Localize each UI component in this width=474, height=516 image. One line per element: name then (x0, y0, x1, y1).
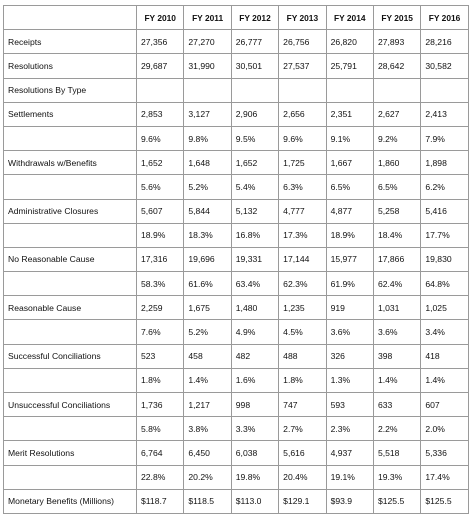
table-cell: 4,877 (326, 199, 373, 223)
table-cell: 26,820 (326, 30, 373, 54)
table-cell: 2,413 (421, 102, 468, 126)
table-cell: 9.6% (137, 126, 184, 150)
table-cell: 482 (231, 344, 278, 368)
table-cell: 62.3% (279, 272, 326, 296)
table-cell: 1.3% (326, 368, 373, 392)
table-cell: 3.6% (373, 320, 420, 344)
table-cell: 17,316 (137, 247, 184, 271)
table-cell: 4.5% (279, 320, 326, 344)
table-cell: 3.8% (184, 417, 231, 441)
header-cell-year: FY 2011 (184, 6, 231, 30)
table-row (4, 102, 469, 126)
table-cell: 5,518 (373, 441, 420, 465)
table-cell: 593 (326, 393, 373, 417)
table-cell: 2,853 (137, 102, 184, 126)
table-cell: 2,259 (137, 296, 184, 320)
table-cell: 19.8% (231, 465, 278, 489)
row-label: No Reasonable Cause (4, 247, 137, 271)
table-cell: 20.2% (184, 465, 231, 489)
table-cell: 18.9% (326, 223, 373, 247)
table-cell: 1,031 (373, 296, 420, 320)
table-cell: 919 (326, 296, 373, 320)
table-cell: 6.5% (373, 175, 420, 199)
table-cell: 19.1% (326, 465, 373, 489)
table-row (4, 151, 469, 175)
table-cell: 1.4% (184, 368, 231, 392)
table-cell: 9.8% (184, 126, 231, 150)
table-cell: 27,270 (184, 30, 231, 54)
table-row (4, 54, 469, 78)
table-cell: 2.3% (326, 417, 373, 441)
table-cell: 61.6% (184, 272, 231, 296)
table-row (4, 296, 469, 320)
table-cell: 25,791 (326, 54, 373, 78)
table-cell: 1,217 (184, 393, 231, 417)
table-cell: 3,127 (184, 102, 231, 126)
header-cell-year: FY 2012 (231, 6, 278, 30)
table-cell: 5,336 (421, 441, 468, 465)
table-cell: 18.3% (184, 223, 231, 247)
table-cell: 6,764 (137, 441, 184, 465)
table-cell: 4,937 (326, 441, 373, 465)
table-cell: 9.2% (373, 126, 420, 150)
table-cell: 9.1% (326, 126, 373, 150)
table-cell: 15,977 (326, 247, 373, 271)
table-cell: 16.8% (231, 223, 278, 247)
table-cell: 7.6% (137, 320, 184, 344)
table-cell: 1.8% (137, 368, 184, 392)
row-label: Unsuccessful Conciliations (4, 393, 137, 417)
table-cell: 1,675 (184, 296, 231, 320)
table-cell: 19,331 (231, 247, 278, 271)
table-cell: $125.5 (421, 489, 468, 513)
table-cell: 18.4% (373, 223, 420, 247)
table-cell: 9.5% (231, 126, 278, 150)
table-cell: 1,736 (137, 393, 184, 417)
table-row (4, 247, 469, 271)
table-cell: 6.2% (421, 175, 468, 199)
table-cell (184, 78, 231, 102)
table-cell (421, 78, 468, 102)
table-cell: 1,235 (279, 296, 326, 320)
table-cell: 18.9% (137, 223, 184, 247)
table-cell: 26,756 (279, 30, 326, 54)
table-cell (373, 78, 420, 102)
table-cell: 62.4% (373, 272, 420, 296)
table-cell: 5.2% (184, 175, 231, 199)
table-cell: 7.9% (421, 126, 468, 150)
table-cell: 6,450 (184, 441, 231, 465)
table-cell: 1.4% (421, 368, 468, 392)
table-cell: 1,860 (373, 151, 420, 175)
table-row (4, 126, 469, 150)
table-cell: 19,830 (421, 247, 468, 271)
table-cell: 398 (373, 344, 420, 368)
table-row (4, 441, 469, 465)
table-cell: 326 (326, 344, 373, 368)
table-cell: 28,642 (373, 54, 420, 78)
table-cell: 2.7% (279, 417, 326, 441)
table-body (4, 30, 469, 514)
table-row (4, 393, 469, 417)
table-cell: 20.4% (279, 465, 326, 489)
row-label: Withdrawals w/Benefits (4, 151, 137, 175)
table-cell: $118.5 (184, 489, 231, 513)
table-cell: $93.9 (326, 489, 373, 513)
table-cell: 607 (421, 393, 468, 417)
table-cell: 2.0% (421, 417, 468, 441)
table-cell: 1.4% (373, 368, 420, 392)
table-cell: 1,667 (326, 151, 373, 175)
table-cell: 27,356 (137, 30, 184, 54)
row-label: Administrative Closures (4, 199, 137, 223)
table-row (4, 320, 469, 344)
table-row (4, 175, 469, 199)
table-cell: 64.8% (421, 272, 468, 296)
table-cell (279, 78, 326, 102)
table-cell: 5,844 (184, 199, 231, 223)
table-cell: 1,725 (279, 151, 326, 175)
table-cell: 28,216 (421, 30, 468, 54)
table-cell: 58.3% (137, 272, 184, 296)
table-cell: 26,777 (231, 30, 278, 54)
table-row (4, 199, 469, 223)
table-cell: 1,652 (231, 151, 278, 175)
row-label (4, 223, 137, 247)
table-row (4, 489, 469, 513)
table-row (4, 78, 469, 102)
table-cell: 5.6% (137, 175, 184, 199)
table-cell: $125.5 (373, 489, 420, 513)
table-cell: 1.6% (231, 368, 278, 392)
table-cell: 998 (231, 393, 278, 417)
row-label: Successful Conciliations (4, 344, 137, 368)
header-row (4, 6, 469, 30)
table-cell: 6,038 (231, 441, 278, 465)
row-label (4, 272, 137, 296)
table-cell: 19,696 (184, 247, 231, 271)
table-row (4, 223, 469, 247)
table-cell: 63.4% (231, 272, 278, 296)
table-cell: 4,777 (279, 199, 326, 223)
table-cell: 3.3% (231, 417, 278, 441)
table-cell: 2.2% (373, 417, 420, 441)
table-cell: 633 (373, 393, 420, 417)
table-cell: 5,132 (231, 199, 278, 223)
table-cell: 2,351 (326, 102, 373, 126)
header-cell-year: FY 2016 (421, 6, 468, 30)
table-cell: $113.0 (231, 489, 278, 513)
table-cell: 27,537 (279, 54, 326, 78)
table-cell: 5,258 (373, 199, 420, 223)
table-cell: 17.3% (279, 223, 326, 247)
row-label: Settlements (4, 102, 137, 126)
header-cell-year: FY 2010 (137, 6, 184, 30)
table-row (4, 417, 469, 441)
table-cell: 27,893 (373, 30, 420, 54)
table-cell: $118.7 (137, 489, 184, 513)
table-cell: 17.7% (421, 223, 468, 247)
row-label (4, 417, 137, 441)
table-cell: 5,616 (279, 441, 326, 465)
row-label: Resolutions (4, 54, 137, 78)
table-cell: 17,144 (279, 247, 326, 271)
table-cell: 2,906 (231, 102, 278, 126)
table-cell: 9.6% (279, 126, 326, 150)
table-cell (231, 78, 278, 102)
table-cell: 3.4% (421, 320, 468, 344)
table-cell: 523 (137, 344, 184, 368)
table-cell: 747 (279, 393, 326, 417)
table-cell: 1,025 (421, 296, 468, 320)
table-cell: 29,687 (137, 54, 184, 78)
table-cell: 5,416 (421, 199, 468, 223)
table-cell: 2,627 (373, 102, 420, 126)
table-cell: 5.2% (184, 320, 231, 344)
row-label (4, 465, 137, 489)
table-cell: 30,582 (421, 54, 468, 78)
table-cell: 5,607 (137, 199, 184, 223)
table-cell: 3.6% (326, 320, 373, 344)
table-cell: 17,866 (373, 247, 420, 271)
table-cell: 5.8% (137, 417, 184, 441)
row-label: Resolutions By Type (4, 78, 137, 102)
table-cell: 418 (421, 344, 468, 368)
table-cell: 458 (184, 344, 231, 368)
row-label (4, 126, 137, 150)
table-cell: 17.4% (421, 465, 468, 489)
table-row (4, 272, 469, 296)
table-cell: 31,990 (184, 54, 231, 78)
table-cell: 1,652 (137, 151, 184, 175)
table-cell: 5.4% (231, 175, 278, 199)
header-cell-blank (4, 6, 137, 30)
row-label: Monetary Benefits (Millions) (4, 489, 137, 513)
table-row (4, 344, 469, 368)
row-label: Merit Resolutions (4, 441, 137, 465)
row-label (4, 175, 137, 199)
table-cell: 6.5% (326, 175, 373, 199)
row-label (4, 368, 137, 392)
row-label: Receipts (4, 30, 137, 54)
table-row (4, 30, 469, 54)
row-label (4, 320, 137, 344)
table-cell: 22.8% (137, 465, 184, 489)
row-label: Reasonable Cause (4, 296, 137, 320)
table-cell: $129.1 (279, 489, 326, 513)
header-cell-year: FY 2014 (326, 6, 373, 30)
table-cell: 30,501 (231, 54, 278, 78)
header-cell-year: FY 2015 (373, 6, 420, 30)
table-cell: 19.3% (373, 465, 420, 489)
table-cell (137, 78, 184, 102)
table-row (4, 368, 469, 392)
table-cell (326, 78, 373, 102)
table-cell: 1,648 (184, 151, 231, 175)
table-cell: 61.9% (326, 272, 373, 296)
table-cell: 1,898 (421, 151, 468, 175)
header-cell-year: FY 2013 (279, 6, 326, 30)
table-cell: 4.9% (231, 320, 278, 344)
table-cell: 488 (279, 344, 326, 368)
table-cell: 1,480 (231, 296, 278, 320)
table-cell: 2,656 (279, 102, 326, 126)
table-cell: 1.8% (279, 368, 326, 392)
table-row (4, 465, 469, 489)
eeoc-statistics-table (3, 5, 469, 514)
table-cell: 6.3% (279, 175, 326, 199)
